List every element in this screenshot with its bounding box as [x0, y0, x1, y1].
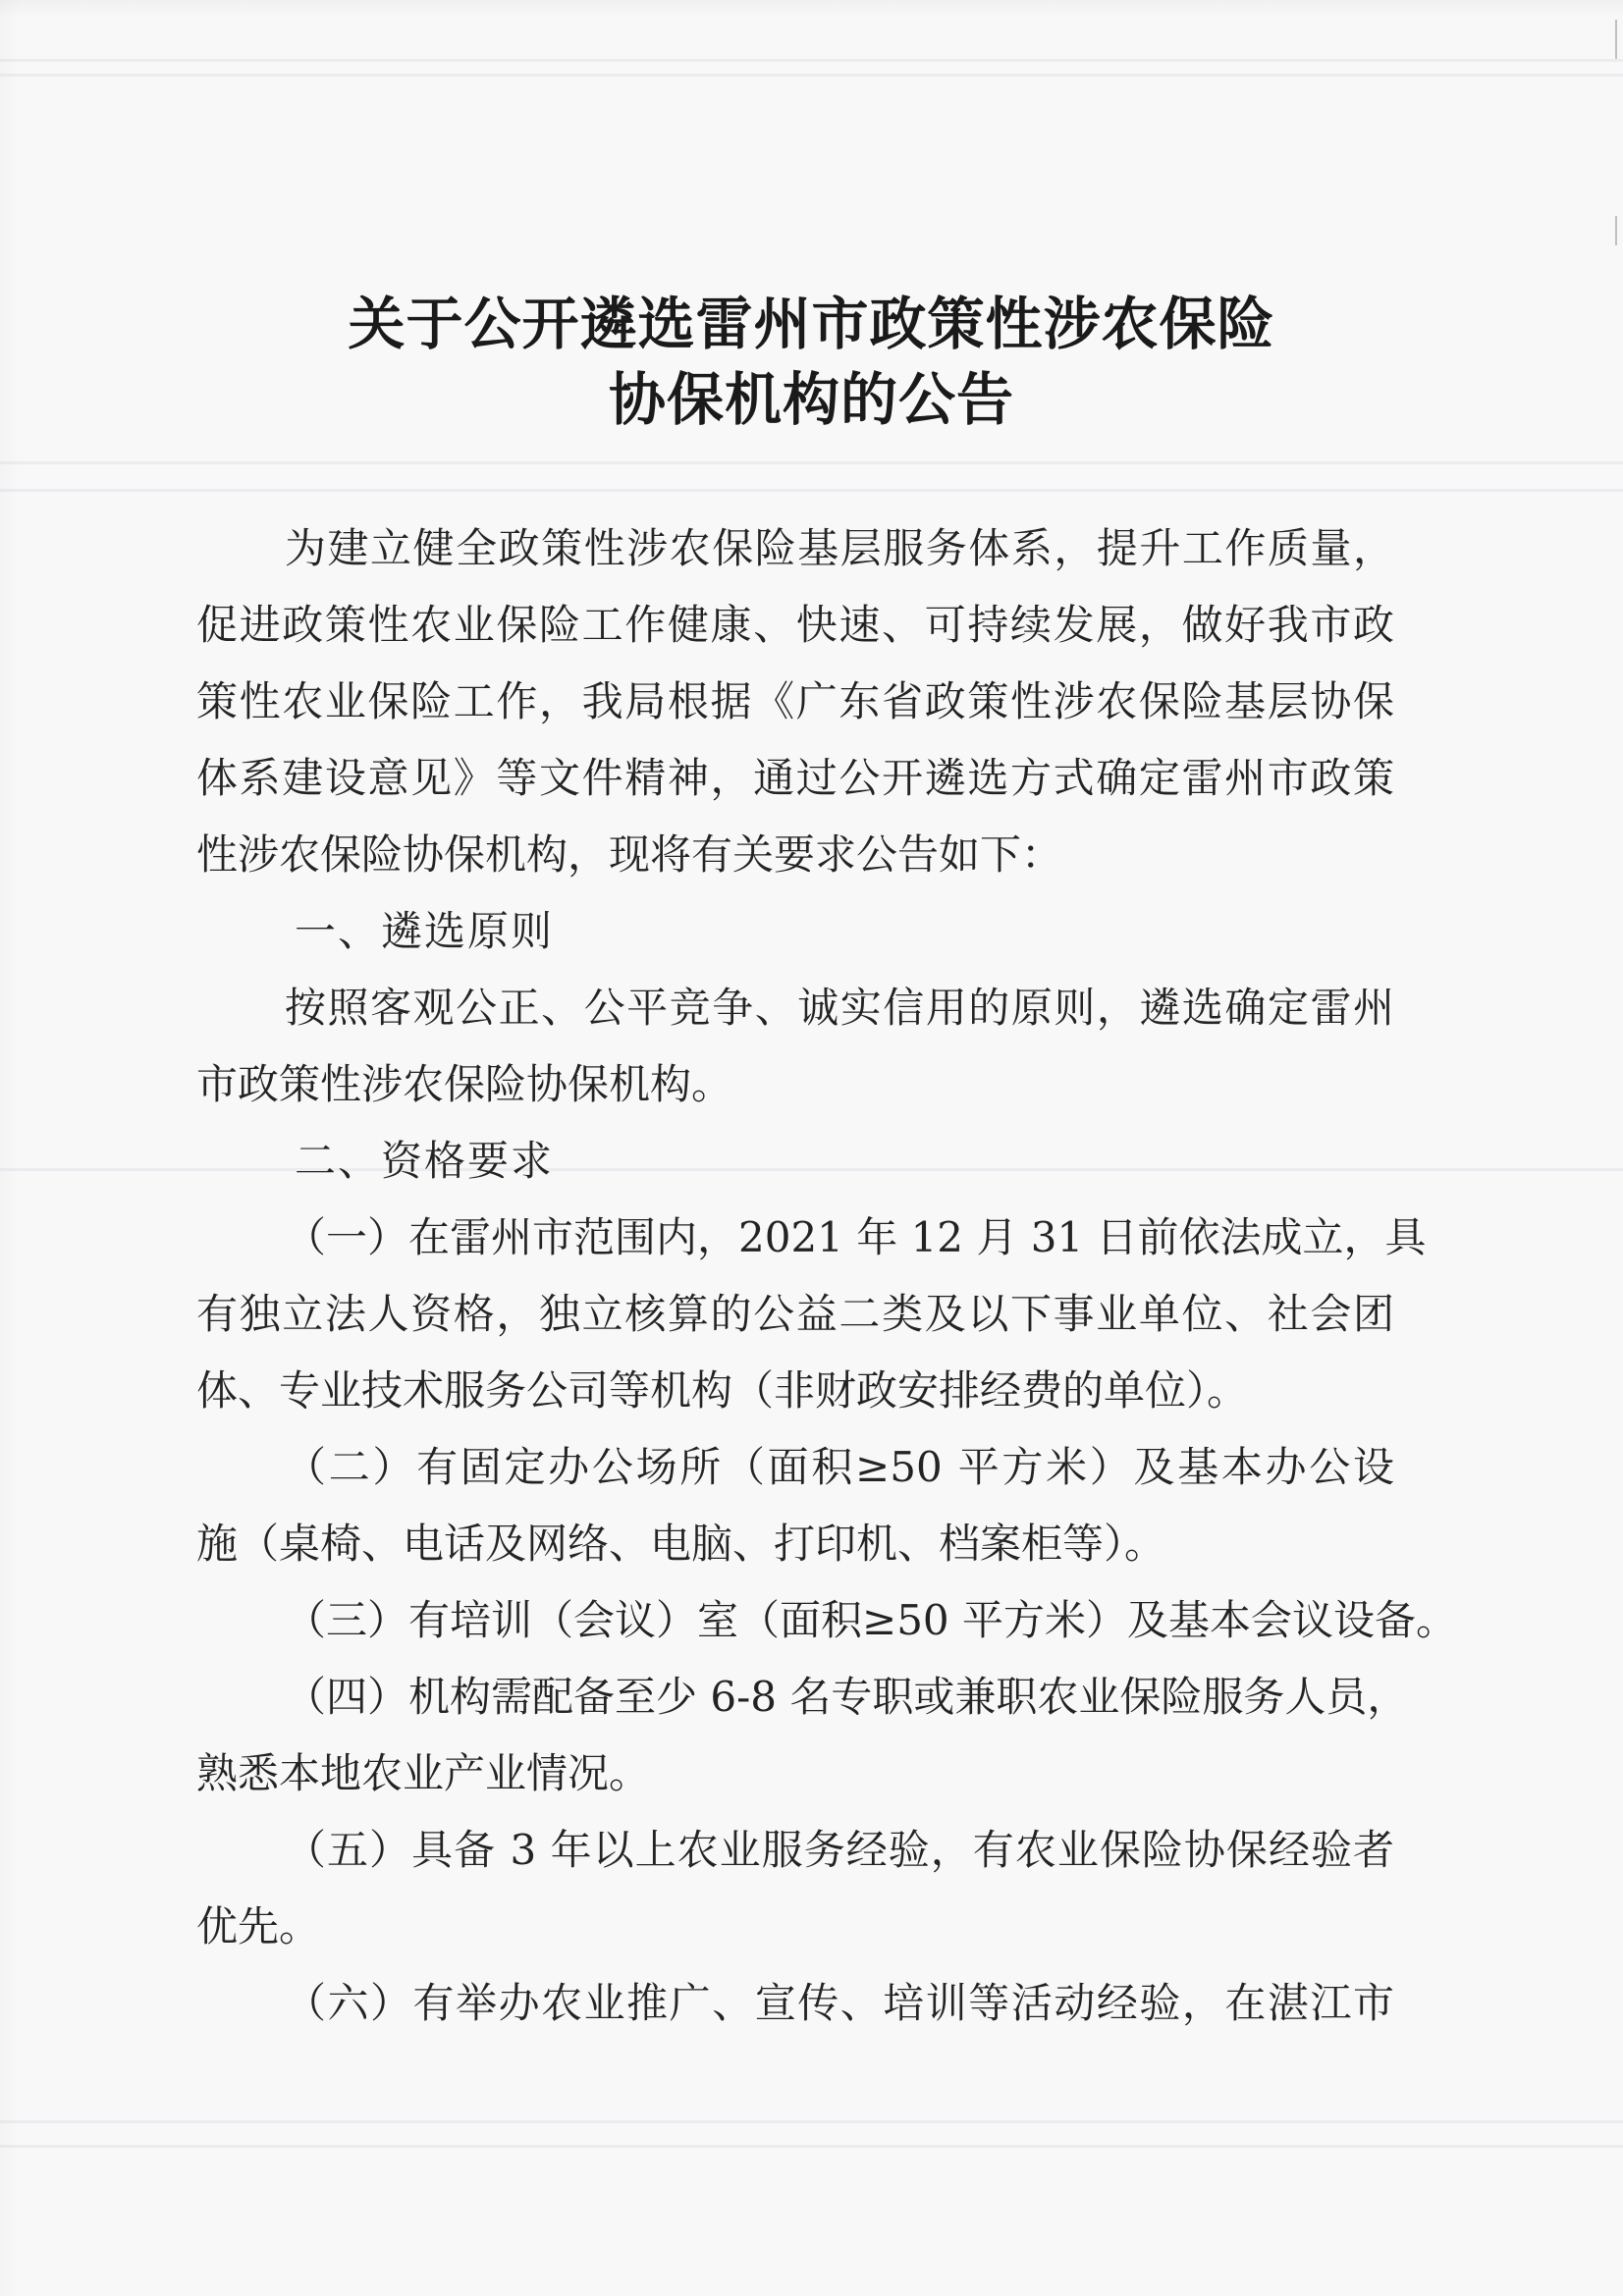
principles-line: 按照客观公正、公平竞争、诚实信用的原则，遴选确定雷州 — [285, 984, 1394, 1032]
principles-line: 市政策性涉农保险协保机构。 — [196, 1060, 733, 1108]
item-1-line: （一）在雷州市范围内，2021 年 12 月 31 日前依法成立，具 — [285, 1213, 1427, 1261]
scan-streak — [0, 1168, 1623, 1171]
scan-edge-mark — [1615, 20, 1617, 59]
intro-line: 体系建设意见》等文件精神，通过公开遴选方式确定雷州市政策 — [196, 754, 1394, 802]
item-6-line: （六）有举办农业推广、宣传、培训等活动经验，在湛江市 — [285, 1979, 1394, 2027]
item-4-line: 熟悉本地农业产业情况。 — [196, 1749, 651, 1797]
item-5-line: （五）具备 3 年以上农业服务经验，有农业保险协保经验者 — [285, 1826, 1394, 1874]
intro-line: 性涉农保险协保机构，现将有关要求公告如下： — [196, 830, 1063, 879]
item-1-line: 有独立法人资格，独立核算的公益二类及以下事业单位、社会团 — [196, 1290, 1394, 1338]
scan-streak — [0, 2145, 1623, 2148]
scan-edge-mark — [1615, 216, 1617, 245]
document-title-line-1: 关于公开遴选雷州市政策性涉农保险 — [348, 291, 1275, 357]
scan-streak — [0, 74, 1623, 77]
item-3-line: （三）有培训（会议）室（面积≥50 平方米）及基本会议设备。 — [285, 1596, 1457, 1644]
scan-streak — [0, 2120, 1623, 2123]
intro-line: 促进政策性农业保险工作健康、快速、可持续发展，做好我市政 — [196, 601, 1394, 649]
scan-streak — [0, 59, 1623, 62]
item-5-line: 优先。 — [196, 1902, 321, 1950]
section-heading-principles: 一、遴选原则 — [295, 907, 555, 955]
document-title-line-2: 协保机构的公告 — [608, 366, 1014, 433]
item-2-line: 施（桌椅、电话及网络、电脑、打印机、档案柜等）。 — [196, 1520, 1166, 1568]
item-4-line: （四）机构需配备至少 6-8 名专职或兼职农业保险服务人员， — [285, 1673, 1409, 1721]
item-2-line: （二）有固定办公场所（面积≥50 平方米）及基本办公设 — [285, 1443, 1394, 1491]
scan-streak — [0, 489, 1623, 492]
intro-line: 为建立健全政策性涉农保险基层服务体系，提升工作质量， — [285, 524, 1394, 572]
section-heading-qualifications: 二、资格要求 — [295, 1137, 555, 1185]
scan-streak — [0, 461, 1623, 464]
intro-line: 策性农业保险工作，我局根据《广东省政策性涉农保险基层协保 — [196, 677, 1394, 725]
item-1-line: 体、专业技术服务公司等机构（非财政安排经费的单位）。 — [196, 1366, 1249, 1415]
